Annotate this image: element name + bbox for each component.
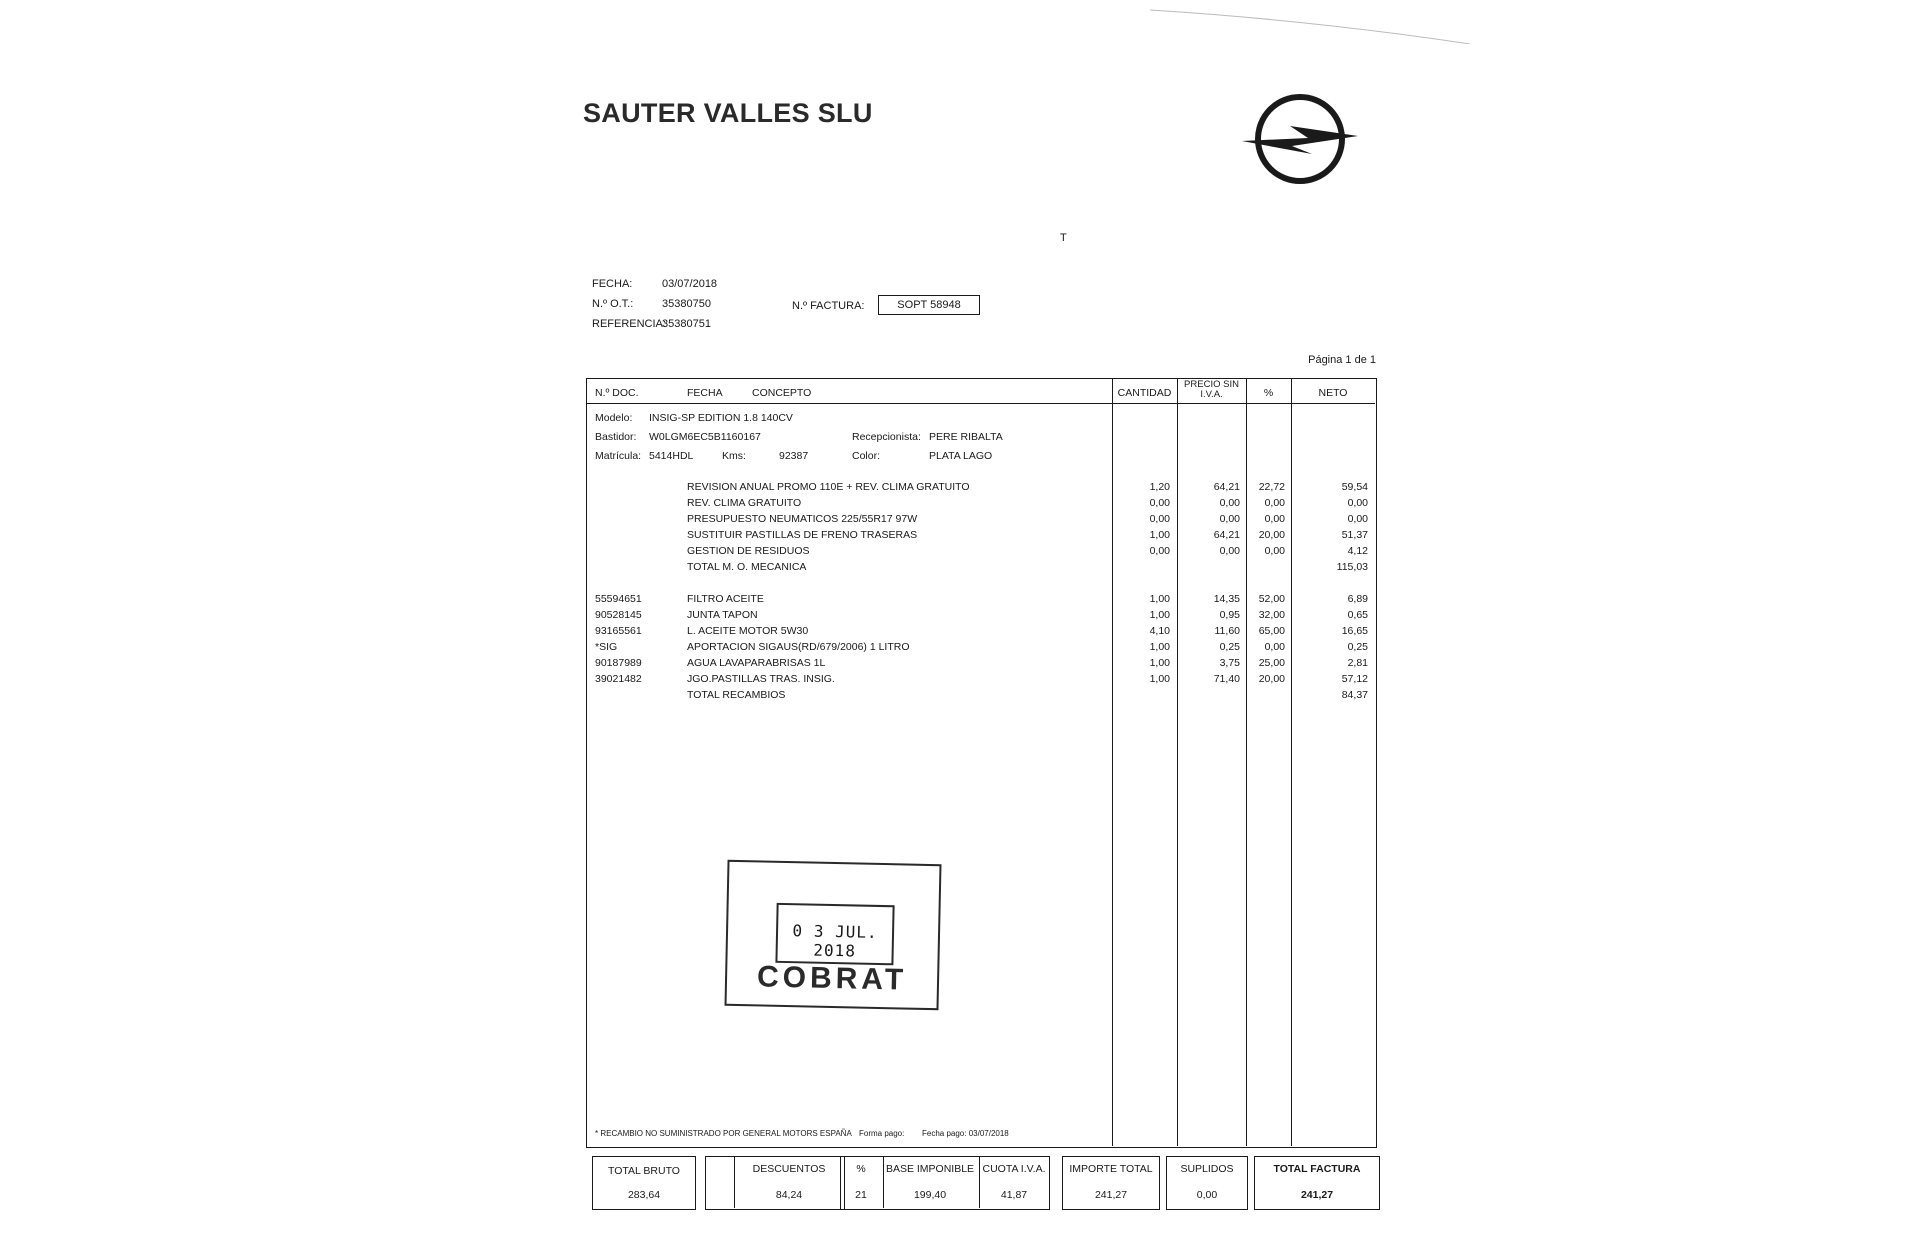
header-divider xyxy=(587,403,1375,404)
pct: 0,00 xyxy=(1264,641,1285,653)
iva-pct-label: % xyxy=(856,1163,866,1175)
concepto: APORTACION SIGAUS(RD/679/2006) 1 LITRO xyxy=(687,641,910,653)
precio: 64,21 xyxy=(1213,529,1240,541)
ref-value: 35380751 xyxy=(662,318,711,330)
importe-total-label: IMPORTE TOTAL xyxy=(1069,1163,1153,1175)
cantidad: 1,00 xyxy=(1149,593,1170,605)
recepcionista-label: Recepcionista: xyxy=(852,431,921,443)
total-bruto-label: TOTAL BRUTO xyxy=(608,1165,680,1177)
descuentos-box xyxy=(705,1156,845,1210)
opel-blitz-icon xyxy=(1238,92,1362,186)
footer-note: * RECAMBIO NO SUMINISTRADO POR GENERAL MOTORS ESPAÑA xyxy=(595,1129,852,1138)
neto: 57,12 xyxy=(1341,673,1368,685)
invoice-lines-table xyxy=(586,378,1377,1148)
cantidad: 1,20 xyxy=(1149,481,1170,493)
cantidad: 0,00 xyxy=(1149,497,1170,509)
precio: 3,75 xyxy=(1219,657,1240,669)
modelo-value: INSIG-SP EDITION 1.8 140CV xyxy=(649,412,793,424)
precio: 0,25 xyxy=(1219,641,1240,653)
col-cantidad: CANTIDAD xyxy=(1117,387,1172,399)
neto: 51,37 xyxy=(1341,529,1368,541)
recepcionista-value: PERE RIBALTA xyxy=(929,431,1003,443)
pct: 0,00 xyxy=(1264,513,1285,525)
matricula-label: Matrícula: xyxy=(595,450,642,462)
neto: 0,00 xyxy=(1347,513,1368,525)
parts-total-label: TOTAL RECAMBIOS xyxy=(687,689,786,701)
kms-value: 92387 xyxy=(779,450,809,462)
fecha-label: FECHA: xyxy=(592,278,633,290)
col-pct: % xyxy=(1263,387,1274,399)
precio: 0,00 xyxy=(1219,497,1240,509)
stamp-date: 0 3 JUL. 2018 xyxy=(792,921,878,961)
kms-label: Kms: xyxy=(722,450,746,462)
modelo-label: Modelo: xyxy=(595,412,633,424)
iva-box xyxy=(840,1156,1050,1210)
factura-number-box: SOPT 58948 xyxy=(878,295,980,315)
pct: 20,00 xyxy=(1258,673,1285,685)
parts-total-value: 84,37 xyxy=(1341,689,1368,701)
neto: 59,54 xyxy=(1341,481,1368,493)
total-factura-label: TOTAL FACTURA xyxy=(1273,1163,1361,1175)
total-bruto-value: 283,64 xyxy=(627,1189,661,1201)
ot-label: N.º O.T.: xyxy=(592,298,634,310)
suplidos-label: SUPLIDOS xyxy=(1180,1163,1234,1175)
importe-total-value: 241,27 xyxy=(1094,1189,1128,1201)
neto: 0,65 xyxy=(1347,609,1368,621)
neto: 16,65 xyxy=(1341,625,1368,637)
precio: 64,21 xyxy=(1213,481,1240,493)
total-factura-value: 241,27 xyxy=(1300,1189,1334,1201)
cuota-iva-label: CUOTA I.V.A. xyxy=(982,1163,1046,1175)
pct: 0,00 xyxy=(1264,545,1285,557)
precio: 0,00 xyxy=(1219,513,1240,525)
neto: 4,12 xyxy=(1347,545,1368,557)
col-fecha: FECHA xyxy=(687,387,723,399)
ot-value: 35380750 xyxy=(662,298,711,310)
ref-label: REFERENCIA: xyxy=(592,318,666,330)
stamp-date-box xyxy=(775,903,894,965)
suplidos-value: 0,00 xyxy=(1196,1189,1218,1201)
concepto: SUSTITUIR PASTILLAS DE FRENO TRASERAS xyxy=(687,529,918,541)
pct: 0,00 xyxy=(1264,497,1285,509)
concepto: PRESUPUESTO NEUMATICOS 225/55R17 97W xyxy=(687,513,918,525)
pct: 65,00 xyxy=(1258,625,1285,637)
cantidad: 1,00 xyxy=(1149,673,1170,685)
precio: 0,00 xyxy=(1219,545,1240,557)
precio: 71,40 xyxy=(1213,673,1240,685)
concepto: GESTION DE RESIDUOS xyxy=(687,545,810,557)
concepto: REVISION ANUAL PROMO 110E + REV. CLIMA GRATUITO xyxy=(687,481,970,493)
cantidad: 4,10 xyxy=(1149,625,1170,637)
descuentos-label: DESCUENTOS xyxy=(752,1163,826,1175)
doc: 90528145 xyxy=(595,609,642,621)
forma-pago: Forma pago: xyxy=(859,1129,905,1138)
neto: 0,25 xyxy=(1347,641,1368,653)
page-indicator: Página 1 de 1 xyxy=(1308,354,1376,366)
col-precio xyxy=(1177,380,1246,400)
neto: 2,81 xyxy=(1347,657,1368,669)
doc: *SIG xyxy=(595,641,618,653)
fecha-pago: Fecha pago: 03/07/2018 xyxy=(922,1129,1009,1138)
doc: 55594651 xyxy=(595,593,642,605)
stamp-word: COBRAT xyxy=(756,960,908,997)
stray-mark: T xyxy=(1060,232,1067,244)
cantidad: 1,00 xyxy=(1149,609,1170,621)
concepto: FILTRO ACEITE xyxy=(687,593,764,605)
descuentos-value: 84,24 xyxy=(775,1189,803,1201)
total-factura-box xyxy=(1254,1156,1380,1210)
cantidad: 1,00 xyxy=(1149,529,1170,541)
neto: 0,00 xyxy=(1347,497,1368,509)
cantidad: 1,00 xyxy=(1149,657,1170,669)
col-precio-line2: I.V.A. xyxy=(1200,389,1223,400)
fecha-value: 03/07/2018 xyxy=(662,278,718,290)
factura-label: N.º FACTURA: xyxy=(792,300,865,312)
pct: 22,72 xyxy=(1258,481,1285,493)
importe-total-box xyxy=(1062,1156,1160,1210)
concepto: REV. CLIMA GRATUITO xyxy=(687,497,802,509)
base-imponible-label: BASE IMPONIBLE xyxy=(885,1163,975,1175)
paid-stamp xyxy=(724,860,941,1010)
scan-artifact-line xyxy=(1150,8,1470,44)
col-divider-precio xyxy=(1177,379,1178,1146)
doc: 90187989 xyxy=(595,657,642,669)
bastidor-value: W0LGM6EC5B1160167 xyxy=(649,431,761,443)
col-divider-cantidad xyxy=(1112,379,1113,1146)
iva-pct-value: 21 xyxy=(855,1189,867,1201)
cantidad: 0,00 xyxy=(1149,545,1170,557)
neto: 6,89 xyxy=(1347,593,1368,605)
pct: 25,00 xyxy=(1258,657,1285,669)
base-imponible-value: 199,40 xyxy=(913,1189,947,1201)
pct: 20,00 xyxy=(1258,529,1285,541)
color-value: PLATA LAGO xyxy=(929,450,993,462)
matricula-value: 5414HDL xyxy=(649,450,694,462)
total-bruto-box xyxy=(592,1156,696,1210)
bastidor-label: Bastidor: xyxy=(595,431,637,443)
precio: 11,60 xyxy=(1214,625,1240,637)
cantidad: 1,00 xyxy=(1149,641,1170,653)
cantidad: 0,00 xyxy=(1149,513,1170,525)
concepto: JGO.PASTILLAS TRAS. INSIG. xyxy=(687,673,835,685)
concepto: AGUA LAVAPARABRISAS 1L xyxy=(687,657,826,669)
precio: 14,35 xyxy=(1213,593,1240,605)
cuota-iva-value: 41,87 xyxy=(1000,1189,1028,1201)
col-doc: N.º DOC. xyxy=(595,387,639,399)
col-precio-line1: PRECIO SIN xyxy=(1184,379,1239,390)
color-label: Color: xyxy=(852,450,881,462)
labor-total-value: 115,03 xyxy=(1336,561,1368,573)
pct: 52,00 xyxy=(1258,593,1285,605)
concepto: JUNTA TAPON xyxy=(687,609,758,621)
col-neto: NETO xyxy=(1318,387,1348,399)
precio: 0,95 xyxy=(1219,609,1240,621)
col-divider-neto xyxy=(1291,379,1292,1146)
doc: 39021482 xyxy=(595,673,642,685)
col-divider-pct xyxy=(1246,379,1247,1146)
concepto: L. ACEITE MOTOR 5W30 xyxy=(687,625,809,637)
doc: 93165561 xyxy=(595,625,642,637)
labor-total-label: TOTAL M. O. MECANICA xyxy=(687,561,807,573)
col-concepto: CONCEPTO xyxy=(752,387,812,399)
pct: 32,00 xyxy=(1258,609,1285,621)
company-name: SAUTER VALLES SLU xyxy=(583,98,873,128)
suplidos-box xyxy=(1166,1156,1248,1210)
